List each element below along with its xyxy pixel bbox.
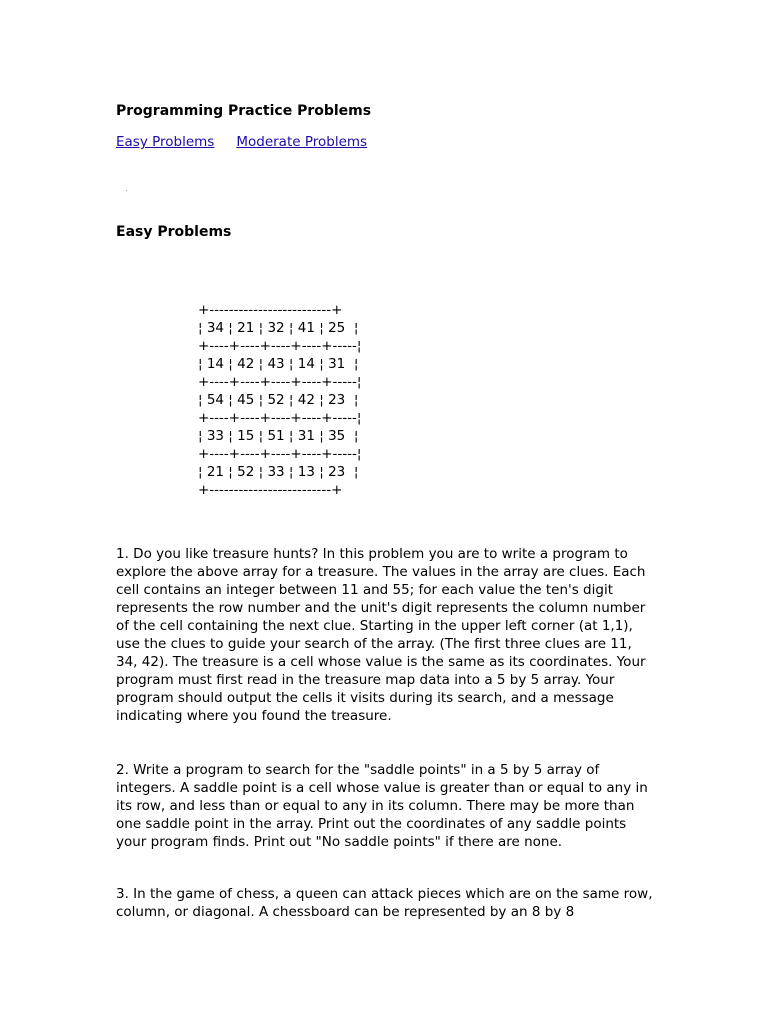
grid-line: +----+----+----+----+-----¦ <box>198 410 362 426</box>
grid-line: +-------------------------+ <box>198 302 343 318</box>
easy-problems-link[interactable]: Easy Problems <box>116 134 215 150</box>
moderate-problems-link[interactable]: Moderate Problems <box>236 134 368 150</box>
problem-2-text: 2. Write a program to search for the "saddle points" in a 5 by 5 array of integers. A saddle point is a cell whose value is greater than or equal to any in its row, and less than or equal to any in its column. There may be more than one saddle point in the array. Print out the coordinates of any saddle points your program finds. Print out "No saddle points" if there are none. <box>116 762 648 850</box>
section-links <box>116 134 367 150</box>
problem-3-text: 3. In the game of chess, a queen can attack pieces which are on the same row, column, or diagonal. A chessboard can be represented by an 8 by 8 <box>116 886 653 920</box>
grid-line: +----+----+----+----+-----¦ <box>198 374 362 390</box>
problem-1-text: 1. Do you like treasure hunts? In this problem you are to write a program to explore the above array for a treasure. The values in the array are clues. Each cell contains an integer between 11 and 55; for each value the ten's digit represents the row number and the unit's digit represents the column number of the cell containing the next clue. Starting in the upper left corner (at 1,1), use the clues to guide your search of the array. (The first three clues are 11, 34, 42). The treasure is a cell whose value is the same as its coordinates. Your program must first read in the treasure map data into a 5 by 5 array. Your program should output the cells it visits during its search, and a message indicating where you found the treasure. <box>116 546 646 724</box>
grid-line: ¦ 33 ¦ 15 ¦ 51 ¦ 31 ¦ 35 ¦ <box>198 428 359 444</box>
grid-line: +----+----+----+----+-----¦ <box>198 446 362 462</box>
page-title: Programming Practice Problems <box>116 103 372 119</box>
grid-line: +----+----+----+----+-----¦ <box>198 338 362 354</box>
grid-line: ¦ 54 ¦ 45 ¦ 52 ¦ 42 ¦ 23 ¦ <box>198 392 359 408</box>
easy-problems-heading: Easy Problems <box>116 224 232 240</box>
treasure-map-grid <box>198 301 361 499</box>
grid-line: +-------------------------+ <box>198 482 343 498</box>
grid-line: ¦ 34 ¦ 21 ¦ 32 ¦ 41 ¦ 25 ¦ <box>198 320 359 336</box>
grid-line: ¦ 21 ¦ 52 ¦ 33 ¦ 13 ¦ 23 ¦ <box>198 464 359 480</box>
stray-dot <box>126 190 127 191</box>
grid-line: ¦ 14 ¦ 42 ¦ 43 ¦ 14 ¦ 31 ¦ <box>198 356 359 372</box>
